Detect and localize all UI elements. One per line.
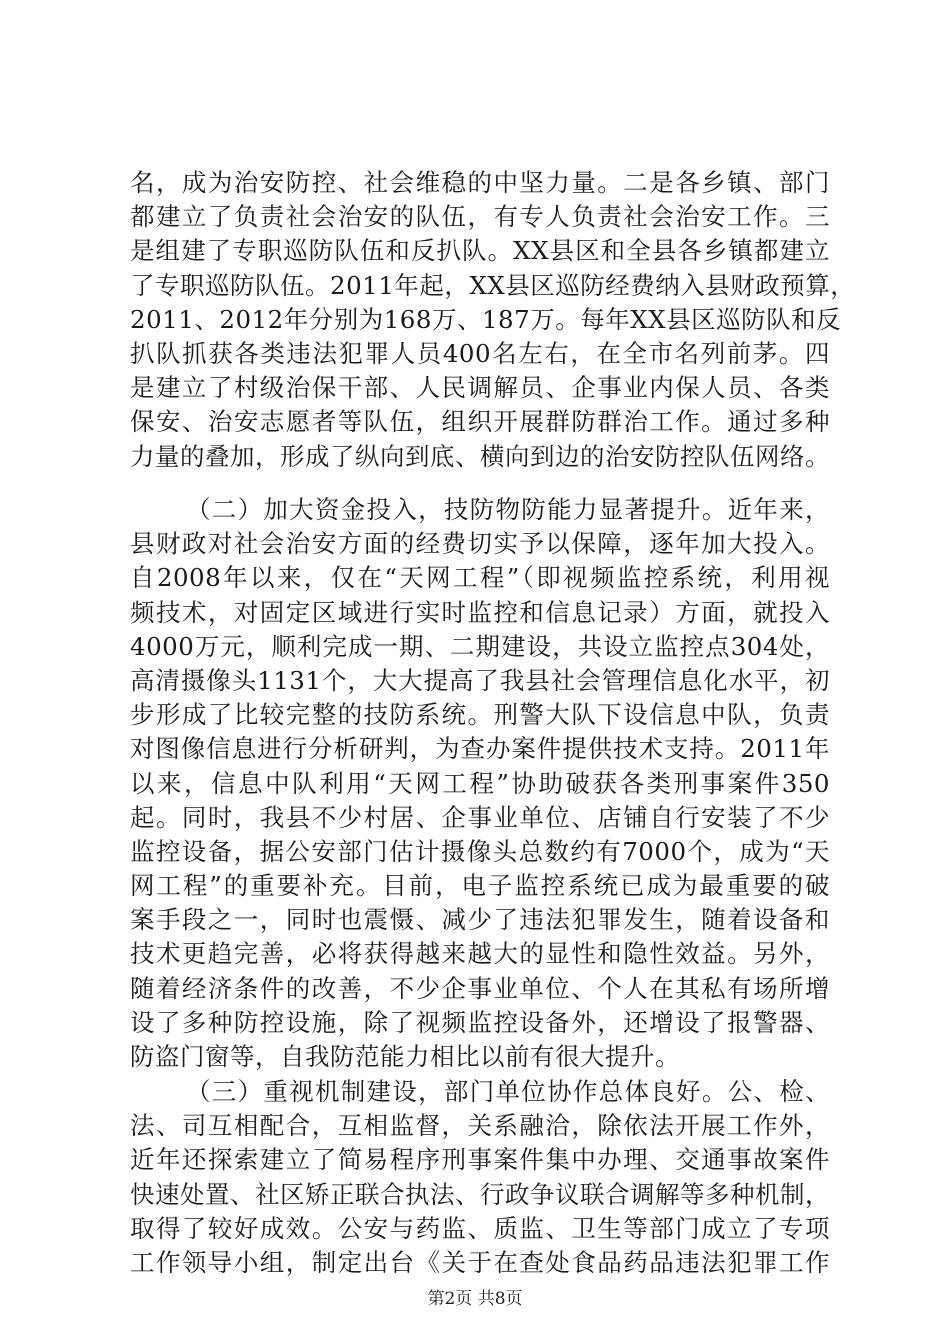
text-line: 网工程”的重要补充。目前，电子监控系统已成为最重要的破 bbox=[130, 871, 830, 901]
text-line: 是建立了村级治保干部、人民调解员、企事业内保人员、各类 bbox=[130, 373, 830, 403]
text-line: 步形成了比较完整的技防系统。刑警大队下设信息中队，负责 bbox=[130, 700, 830, 730]
text-line: 防盗门窗等，自我防范能力相比以前有很大提升。 bbox=[130, 1042, 680, 1071]
text-line: 名，成为治安防控、社会维稳的中坚力量。二是各乡镇、部门 bbox=[130, 168, 830, 197]
paragraph-3 bbox=[130, 1075, 830, 1280]
text-line: 力量的叠加，形成了纵向到底、横向到边的治安防控队伍网络。 bbox=[130, 441, 830, 471]
text-line: 2011、2012年分别为168万、187万。每年XX县区巡防队和反 bbox=[130, 304, 842, 334]
text-line: 取得了较好成效。公安与药监、质监、卫生等部门成立了专项 bbox=[130, 1213, 830, 1243]
text-line: 随着经济条件的改善，不少企事业单位、个人在其私有场所增 bbox=[130, 973, 830, 1003]
text-line: 自2008年以来，仅在“天网工程”（即视频监控系统，利用视 bbox=[130, 563, 830, 593]
paragraph-1 bbox=[130, 166, 856, 474]
text-line: 近年还探索建立了简易程序刑事案件集中办理、交通事故案件 bbox=[130, 1145, 830, 1175]
text-line: （三）重视机制建设，部门单位协作总体良好。公、检、 bbox=[186, 1077, 830, 1106]
text-line: 起。同时，我县不少村居、企事业单位、店铺自行安装了不少 bbox=[130, 802, 830, 832]
text-line: 是组建了专职巡防队伍和反扒队。XX县区和全县各乡镇都建立 bbox=[130, 236, 830, 266]
text-line: 技术更趋完善，必将获得越来越大的显性和隐性效益。另外， bbox=[130, 939, 830, 969]
text-line: 保安、治安志愿者等队伍，组织开展群防群治工作。通过多种 bbox=[130, 407, 830, 437]
text-line: 扒队抓获各类违法犯罪人员400名左右，在全市名列前茅。四 bbox=[130, 338, 830, 368]
text-line: （二）加大资金投入，技防物防能力显著提升。近年来， bbox=[186, 495, 830, 524]
paragraph-2 bbox=[130, 493, 830, 1074]
text-line: 了专职巡防队伍。2011年起，XX县区巡防经费纳入县财政预算， bbox=[130, 270, 856, 300]
text-line: 法、司互相配合，互相监督，关系融洽，除依法开展工作外， bbox=[130, 1111, 830, 1141]
text-line: 都建立了负责社会治安的队伍，有专人负责社会治安工作。三 bbox=[130, 202, 830, 232]
text-line: 以来，信息中队利用“天网工程”协助破获各类刑事案件350 bbox=[130, 768, 830, 798]
text-line: 高清摄像头1131个，大大提高了我县社会管理信息化水平，初 bbox=[130, 665, 830, 695]
text-line: 对图像信息进行分析研判，为查办案件提供技术支持。2011年 bbox=[130, 734, 830, 764]
text-line: 快速处置、社区矫正联合执法、行政争议联合调解等多种机制， bbox=[130, 1179, 830, 1209]
text-line: 监控设备，据公安部门估计摄像头总数约有7000个，成为“天 bbox=[130, 836, 830, 866]
text-line: 4000万元，顺利完成一期、二期建设，共设立监控点304处， bbox=[130, 631, 830, 661]
text-line: 频技术，对固定区域进行实时监控和信息记录）方面，就投入 bbox=[130, 597, 830, 627]
text-line: 县财政对社会治安方面的经费切实予以保障，逐年加大投入。 bbox=[130, 529, 830, 559]
text-line: 设了多种防控设施，除了视频监控设备外，还增设了报警器、 bbox=[130, 1007, 830, 1037]
text-line: 案手段之一，同时也震慑、减少了违法犯罪发生，随着设备和 bbox=[130, 905, 830, 935]
page-number-footer: 第2页 共8页 bbox=[427, 1289, 523, 1309]
text-line: 工作领导小组，制定出台《关于在查处食品药品违法犯罪工作 bbox=[130, 1247, 830, 1277]
